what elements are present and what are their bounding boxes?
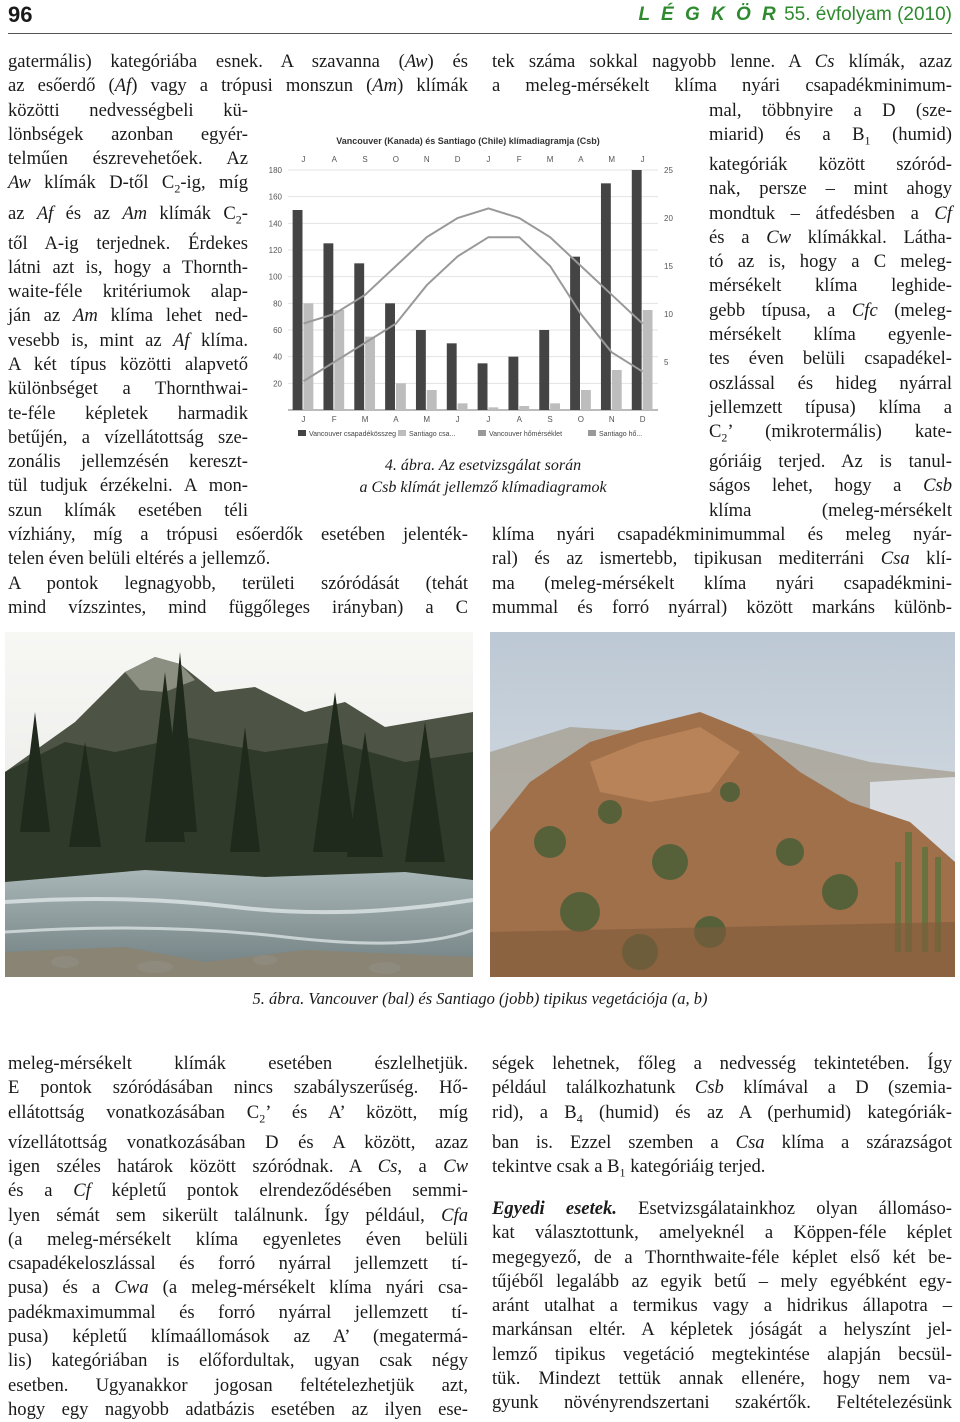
text-line: ral) és az ismertebb, tipikusan mediterráni Csa klí- (492, 548, 952, 570)
left-tick-label: 180 (268, 166, 282, 175)
text-line: gyunk növényrendszertani szakértők. Feltételezésünk (492, 1392, 952, 1414)
bar-santiago (303, 303, 313, 410)
text-line: E pontok szóródásában nincs szabályszerűség. Hő- (8, 1077, 468, 1099)
right-axis-ticks (664, 166, 673, 367)
text-line: látni azt is, hogy a Thornth- (8, 256, 248, 278)
text-line: lemző tipikus vegetáció megtekintése alapján becsül- (492, 1343, 952, 1365)
text-line: az Af és az Am klímák $C_2-$ (8, 202, 248, 227)
left-tick-label: 140 (268, 219, 282, 229)
bar-vancouver (385, 303, 395, 410)
text-line: pusa) képletű klímaállomások az A’ (megatermá- (8, 1325, 468, 1347)
bar-vancouver (478, 363, 488, 410)
bar-santiago (581, 390, 591, 410)
text-line: például találkozhatunk Csb klímával a D (szemia- (492, 1077, 953, 1099)
bar-santiago (427, 390, 437, 410)
temperature-line-santiago (303, 208, 642, 323)
text-line: ségek lehetnek, főleg a nedvesség tekintetében. Így (492, 1053, 952, 1074)
text-line: mondtuk – átfedésben a Cf (709, 202, 952, 224)
top-month-labels (301, 155, 644, 164)
temperature-line-vancouver (303, 237, 642, 381)
figure-5-caption: 5. ábra. Vancouver (bal) és Santiago (jobb) tipikus vegetációja (a, b) (252, 989, 708, 1008)
text-line: lyen sémát sem sikerült találnunk. Így például, Cfa (8, 1204, 468, 1226)
bar-vancouver (632, 170, 642, 410)
top-month-label: J (640, 155, 645, 164)
column-1-bottom-text (8, 1052, 468, 1422)
text-line: és a Cf képletű pontok elrendeződésében semmi- (8, 1180, 468, 1202)
legend-label: Vancouver csapadékösszeg (309, 431, 397, 438)
bar-vancouver (570, 257, 580, 410)
chart-bars (293, 170, 653, 410)
text-line: meleg-mérsékelt klímák esetében észlelhetjük. (8, 1053, 468, 1074)
text-line: gatermális) kategóriába esnek. A szavanna (Aw) és (8, 51, 468, 72)
bottom-month-label: M (423, 415, 431, 424)
bar-santiago (365, 337, 375, 410)
text-line: oszlással és hideg nyárral (709, 372, 952, 394)
text-line: (a meleg-mérsékelt klíma egyenletes éven belüli (8, 1228, 468, 1250)
column-2-bottom-text-b (492, 1197, 952, 1416)
text-line: mind vízszintes, mind függőleges irányban) a C (8, 596, 468, 618)
bottom-month-label: S (547, 415, 553, 424)
bar-vancouver (508, 357, 518, 410)
bottom-month-label: J (301, 415, 306, 424)
top-month-label: O (392, 155, 400, 164)
text-line: aránt utalhat a termikus vagy a hidrikus állapotra – (492, 1295, 952, 1317)
legend-label: Santiago hő... (599, 431, 643, 438)
text-line: mummal és forró nyárral) között markáns különb- (492, 596, 952, 618)
text-line: góriáig terjed. Az is tanul- (709, 451, 952, 473)
column-2-bottom-text-a (492, 1052, 952, 1185)
text-line: Egyedi esetek. Esetvizsgálatainkhoz olyan állomáso- (492, 1198, 952, 1219)
bottom-month-label: F (331, 415, 337, 424)
bottom-month-label: J (455, 415, 460, 424)
text-line: nak, persze – mint ahogy (709, 178, 952, 200)
text-line: $C_2$’ (mikrotermális) kate- (709, 421, 952, 445)
text-line: te-féle képletek harmadik (8, 402, 248, 424)
bottom-month-label: D (639, 415, 646, 424)
left-tick-label: 60 (273, 326, 282, 335)
journal-header (638, 4, 952, 26)
text-line: jellemzett típusa) klíma a (709, 396, 952, 418)
left-axis-ticks (269, 166, 283, 388)
bar-vancouver (539, 330, 549, 410)
left-tick-label: 20 (273, 379, 282, 389)
bar-vancouver (416, 330, 426, 410)
vancouver-forest-image (5, 632, 473, 977)
bar-santiago (519, 406, 529, 410)
journal-issue: 55. évfolyam (2010) (784, 4, 952, 25)
text-line: különbséget a Thornthwai- (8, 378, 248, 400)
text-line: közötti nedvességbeli kü- (8, 99, 248, 121)
text-line: ján az Am klíma lehet ned- (8, 305, 248, 327)
top-month-label: A (331, 155, 337, 164)
right-tick-label: 25 (664, 166, 673, 175)
legend-swatch (588, 430, 596, 436)
text-line: padékmaximummal és forró nyárral jellemzett tí- (8, 1301, 468, 1323)
text-line: szun klímák esetében téli (8, 499, 248, 521)
text-line: tó az is, hogy a C meleg- (709, 251, 952, 273)
right-tick-label: 20 (664, 214, 673, 223)
text-line: ma (meleg-mérsékelt klíma nyári csapadékmini- (492, 572, 952, 594)
text-line: tük. Mindezt tettük annak ellenére, hogy nem va- (492, 1368, 952, 1390)
bar-santiago (550, 403, 560, 410)
text-line: klíma nyári csapadékminimummal és meleg nyár- (492, 524, 952, 546)
chart-title: Vancouver (Kanada) és Santiago (Chile) klímadiagramja (Csb) (336, 136, 600, 146)
top-month-label: M (546, 155, 554, 164)
text-line: az esőerdő (Af) vagy a trópusi monszun (Am) klímák (8, 75, 469, 97)
text-line: A két típus közötti alapvető (8, 354, 248, 375)
legend-swatch (298, 430, 306, 436)
figure-4-caption-line-2: a Csb klímát jellemző klímadiagramok (359, 479, 607, 496)
text-line: rid), a $B_4$ (humid) és az A (perhumid) kategóriák- (492, 1101, 952, 1126)
bar-santiago (458, 403, 468, 410)
left-tick-label: 160 (268, 192, 282, 202)
figure-4-climate-diagram (258, 120, 678, 450)
bar-santiago (643, 310, 653, 410)
top-month-label: F (516, 155, 522, 164)
text-line: lis) kategóriában is előfordultak, ugyan csak négy (8, 1350, 468, 1372)
text-line: mérsékelt klíma leghide- (709, 275, 952, 297)
top-month-label: N (423, 155, 430, 164)
text-line: ságos lehet, hogy a Csb (709, 475, 952, 497)
bar-vancouver (293, 210, 303, 410)
left-tick-label: 80 (273, 299, 282, 309)
text-line: hogy egy nagyobb adatbázis esetében az ilyen ese- (8, 1398, 468, 1420)
text-line: tes éven belüli csapadékel- (709, 348, 952, 370)
text-line: gebb típusa, a Cfc (meleg- (709, 299, 953, 321)
text-line: markánsan eltér. A képletek jóságát a helyszínt jel- (492, 1319, 952, 1341)
legend-label: Vancouver hőmérséklet (489, 431, 563, 438)
text-line: Aw klímák D-től $C_2-ig$, míg (8, 172, 248, 197)
text-line: vízellátottság vonatkozásában D és A között, azaz (8, 1131, 468, 1153)
top-month-label: J (486, 155, 491, 164)
bar-santiago (612, 370, 622, 410)
bottom-month-labels (301, 415, 645, 424)
text-line: esetben. Ugyanakkor jogosan feltételezhetjük azt, (8, 1374, 468, 1396)
chart-temperature-lines (303, 208, 642, 381)
header-rule (8, 33, 952, 34)
page-number: 96 (8, 2, 33, 27)
journal-title: L É G K Ö R (638, 4, 779, 25)
text-line: tül tudjuk érzékelni. A mon- (8, 475, 248, 497)
bar-vancouver (354, 263, 364, 410)
right-tick-label: 10 (664, 310, 673, 319)
bar-vancouver (447, 343, 457, 410)
right-tick-label: 5 (664, 358, 669, 367)
bottom-month-label: J (486, 415, 491, 424)
text-line: mal, többnyire a D (sze- (709, 99, 952, 121)
text-line: kategóriák között szóród- (709, 153, 952, 175)
text-line: klíma (meleg-mérsékelt (709, 499, 952, 521)
text-line: ellátottság vonatkozásában $C_2$’ és A’ között, míg (8, 1101, 468, 1126)
text-line: tek száma sokkal nagyobb lenne. A Cs klímák, azaz (492, 51, 952, 72)
left-tick-label: 100 (268, 272, 282, 282)
photo-vancouver-vegetation (5, 632, 473, 977)
top-month-label: M (608, 155, 616, 164)
text-line: tűjéből legalább az egyik betű – mely egyébként egy- (492, 1270, 952, 1292)
photo-santiago-vegetation (490, 632, 955, 977)
bottom-month-label: N (608, 415, 615, 424)
text-line: zonális jellemzésén kereszt- (8, 451, 248, 473)
top-month-label: A (578, 155, 584, 164)
top-month-label: S (362, 155, 368, 164)
text-line: miarid) és a $B_1$ (humid) (709, 123, 952, 148)
bottom-month-label: A (516, 415, 522, 424)
left-tick-label: 120 (268, 246, 282, 255)
text-line: tekintve csak a $B_1$ kategóriáig terjed. (492, 1155, 766, 1180)
top-month-label: D (454, 155, 461, 164)
right-tick-label: 15 (664, 262, 673, 271)
text-line: a meleg-mérsékelt klíma nyári csapadékminimum- (492, 75, 952, 97)
figure-4-caption (318, 455, 648, 499)
legend-swatch (478, 430, 486, 436)
top-month-label: J (301, 155, 306, 164)
bottom-month-label: A (393, 415, 399, 424)
text-line: pusa) és a Cwa (a meleg-mérsékelt klíma nyári csa- (8, 1277, 468, 1299)
text-line: és a Cw klímákkal. Látha- (709, 226, 952, 248)
text-line: lönbségek azonban egyér- (8, 123, 248, 145)
text-line: telműen észrevehetőek. Az (8, 148, 248, 170)
santiago-scrubland-image (490, 632, 955, 977)
text-line: A pontok legnagyobb, területi szóródását (tehát (8, 572, 468, 594)
left-tick-label: 40 (273, 352, 282, 362)
text-line: kat választottunk, amelyeknél a Köppen-féle képlet (492, 1222, 952, 1244)
bottom-month-label: M (361, 415, 369, 424)
text-line: betűjén, a vízellátottság sze- (8, 426, 248, 448)
text-line: telen éven belüli eltérés a jellemző. (8, 548, 271, 570)
bar-vancouver (601, 183, 611, 410)
legend-label: Santiago csa... (409, 431, 456, 438)
text-line: vesebb is, mint az Af klíma. (8, 329, 248, 351)
text-line: igen széles határok között szóródnak. A Cs, a Cw (8, 1155, 468, 1177)
text-line: mérsékelt klíma egyenle- (709, 323, 952, 345)
legend-swatch (398, 430, 406, 436)
text-line: től A-ig terjednek. Érdekes (8, 232, 248, 254)
figure-4-caption-line-1: 4. ábra. Az esetvizsgálat során (384, 457, 582, 474)
climate-chart (258, 120, 678, 450)
text-line: waite-féle kritériumok alap- (8, 281, 248, 303)
bar-santiago (488, 407, 498, 410)
bar-santiago (396, 383, 406, 410)
bar-vancouver (323, 243, 333, 410)
chart-legend (298, 430, 642, 438)
text-line: vízhiány, míg a trópusi esőerdők esetében jelenték- (8, 524, 468, 546)
text-line: megegyező, de a Thornthwaite-féle képlet első két be- (492, 1246, 952, 1268)
text-line: ban is. Ezzel szemben a Csa klíma a szárazságot (492, 1131, 952, 1153)
text-line: csapadékeloszlással és forró nyárral jellemzett tí- (8, 1253, 468, 1275)
bottom-month-label: O (577, 415, 585, 424)
